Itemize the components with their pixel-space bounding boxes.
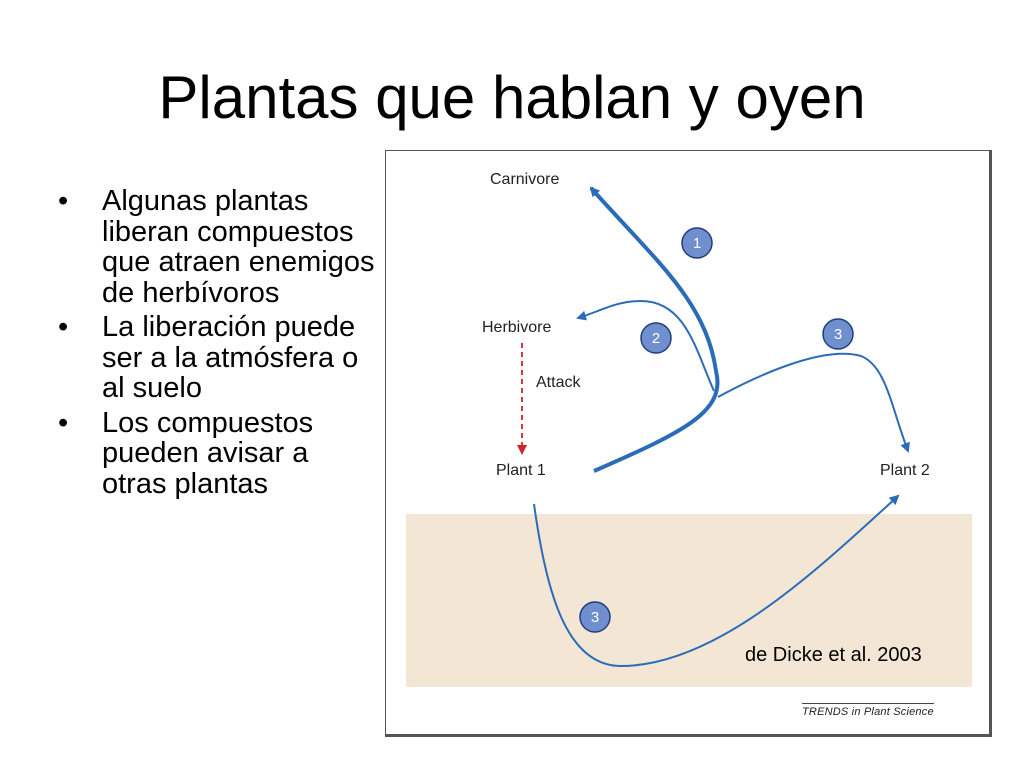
- bullet-item: [56, 408, 376, 500]
- badge-route-3-soil: [580, 602, 610, 632]
- badge-route-2: [641, 323, 671, 353]
- badge-route-2-text: 2: [651, 330, 661, 347]
- bullet-dot-icon: •: [58, 185, 69, 217]
- bullet-text: Algunas plantas liberan compuestos que atraen enemigos de herbívoros: [102, 185, 375, 309]
- badge-route-1: [682, 228, 712, 258]
- badge-route-1-text: 1: [692, 235, 702, 252]
- bullet-dot-icon: •: [58, 311, 69, 343]
- bullet-text: Los compuestos pueden avisar a otras plantas: [102, 406, 314, 500]
- slide-title: Plantas que hablan y oyen: [158, 64, 866, 131]
- badge-route-3-soil-text: 3: [590, 609, 600, 626]
- badge-route-3-air-text: 3: [833, 326, 843, 343]
- attack-label: Attack: [536, 374, 581, 391]
- bullet-dot-icon: •: [58, 406, 69, 439]
- plant-1-label: Plant 1: [496, 462, 546, 479]
- bullet-list: [56, 186, 376, 503]
- carnivore-label: Carnivore: [490, 171, 560, 188]
- badge-route-3-air: [823, 319, 853, 349]
- bullet-item: [56, 312, 376, 404]
- bullet-item: [56, 186, 376, 308]
- journal-name: TRENDS in Plant Science: [802, 703, 934, 718]
- bullet-text: La liberación puede ser a la atmósfera o al suelo: [102, 311, 359, 404]
- route-3-air-arrow: [718, 354, 908, 451]
- plant-2-label: Plant 2: [880, 462, 930, 479]
- herbivore-label: Herbivore: [482, 319, 552, 336]
- figure-credit: de Dicke et al. 2003: [745, 644, 922, 666]
